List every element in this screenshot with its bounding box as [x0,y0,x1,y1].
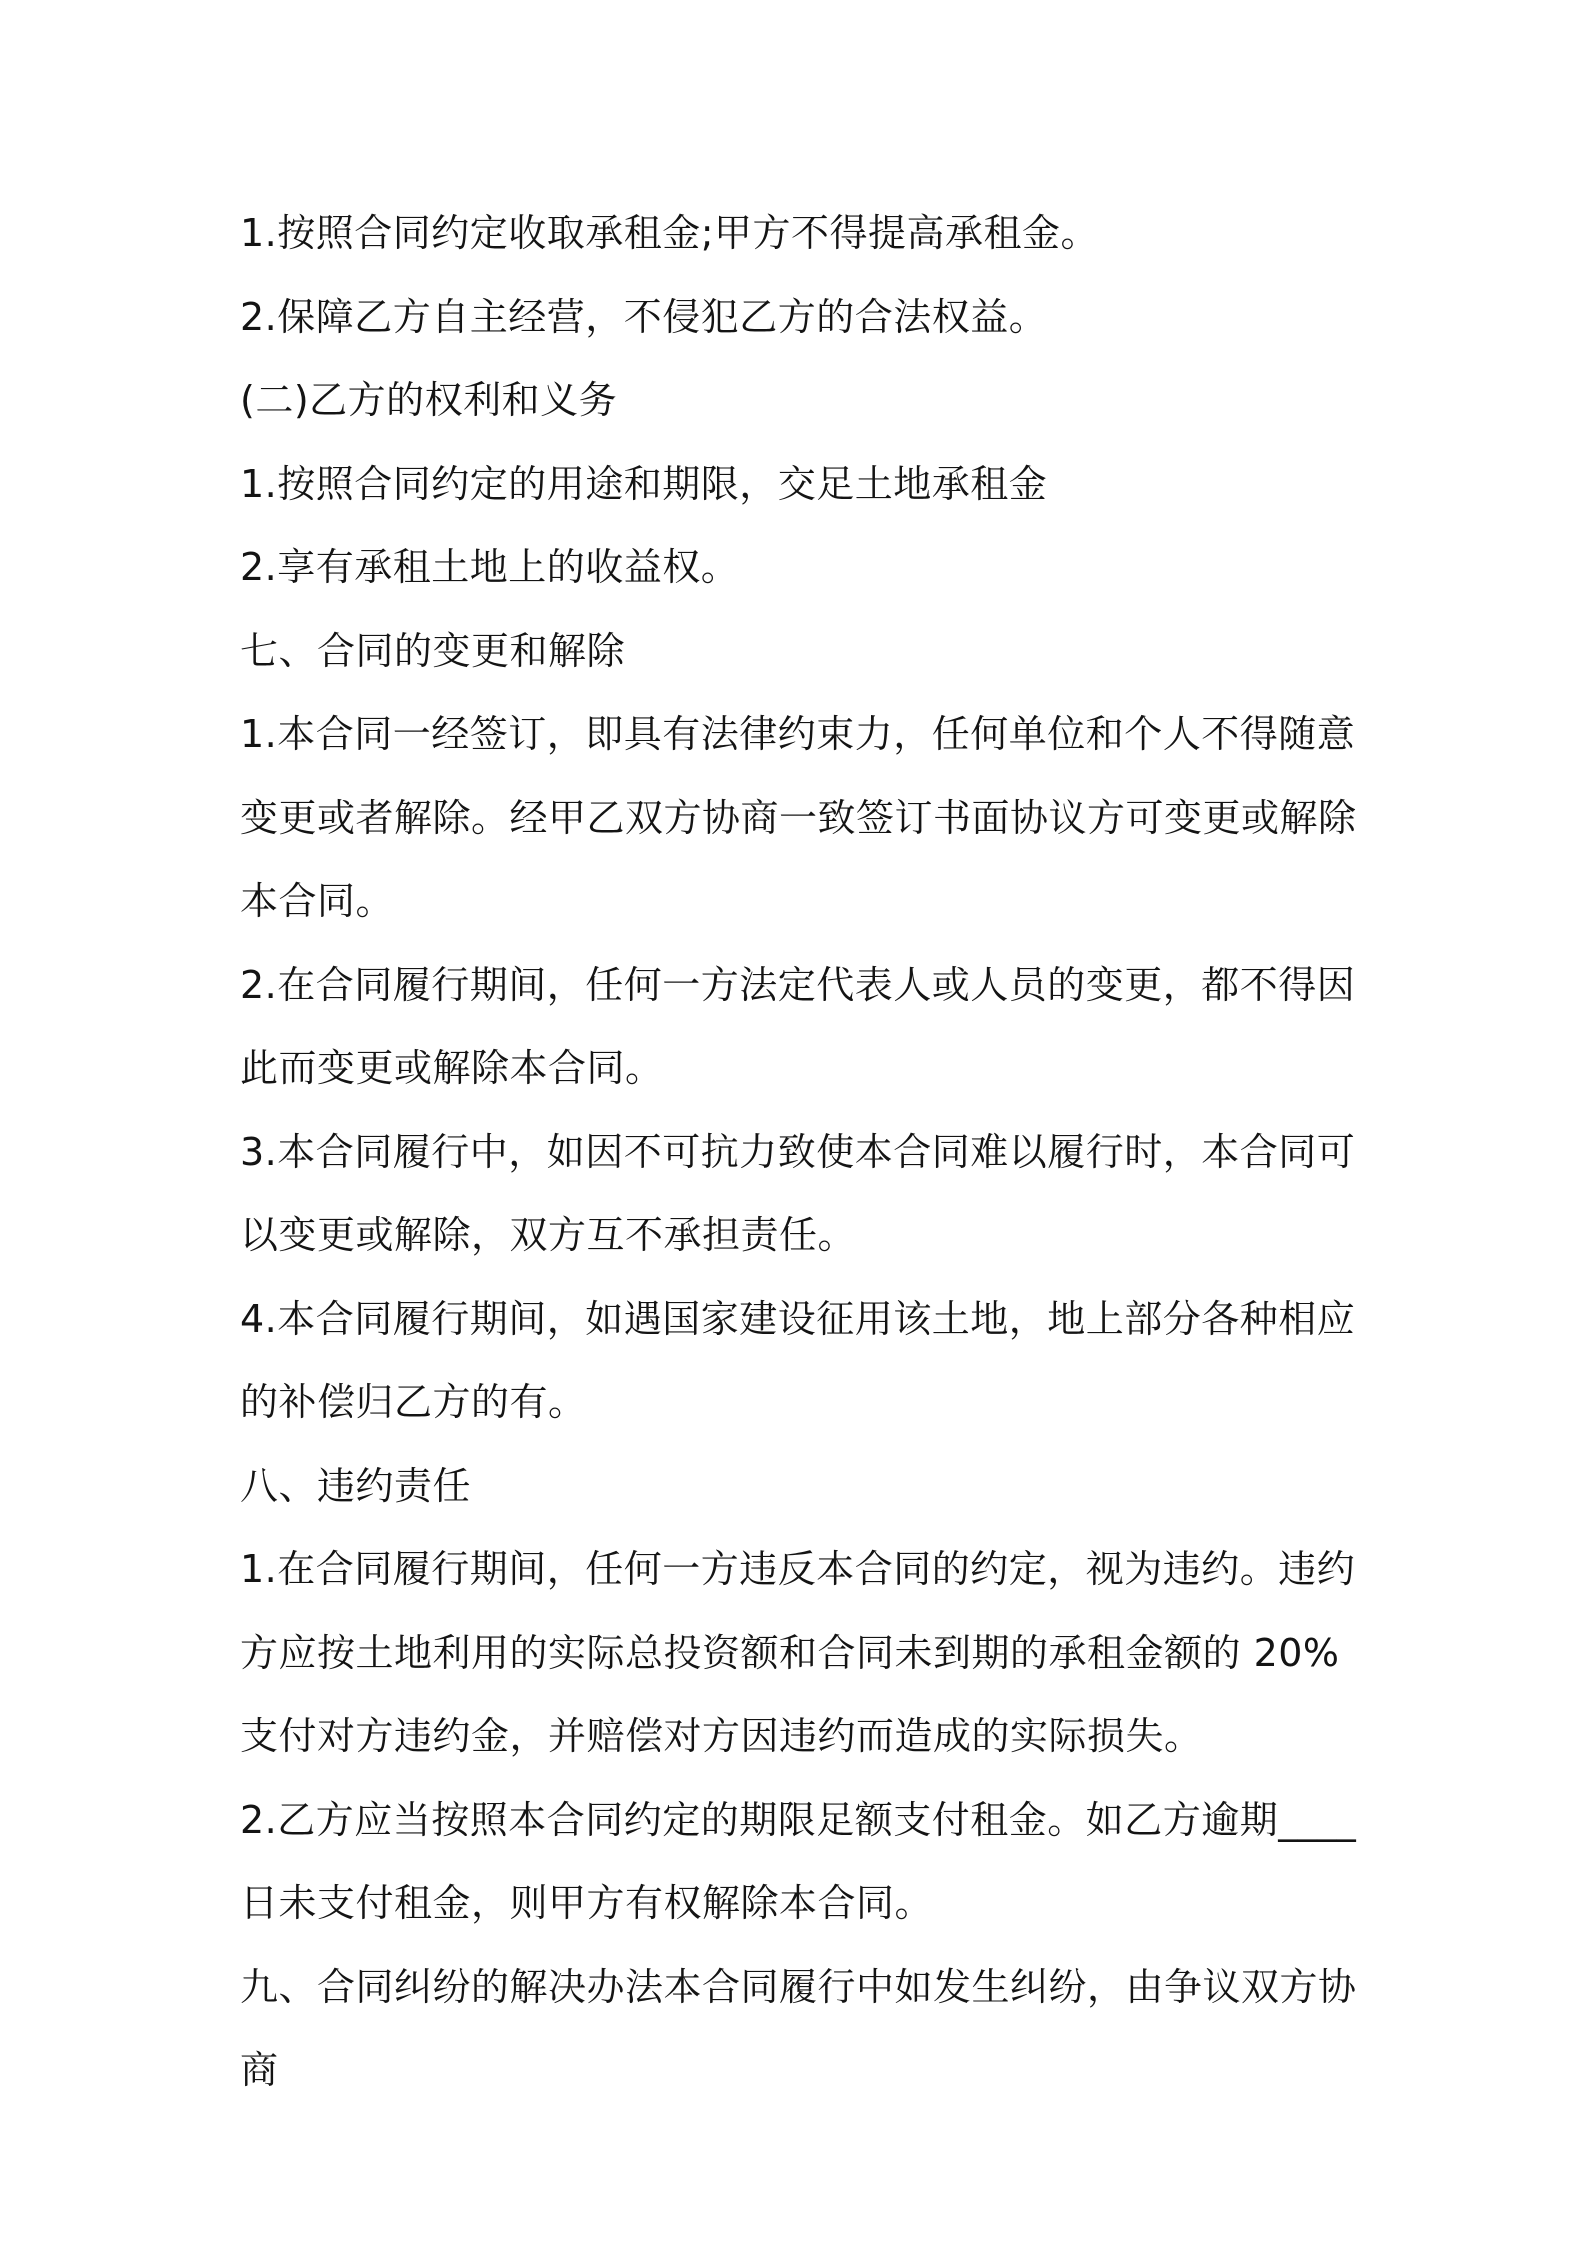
section-heading: 七、合同的变更和解除 [240,628,626,673]
clause-paragraph: 1.按照合同约定收取承租金;甲方不得提高承租金。 [240,211,1100,255]
clause-paragraph: 1.按照合同约定的用途和期限，交足土地承租金 [240,461,1048,506]
section-heading: (二)乙方的权利和义务 [240,378,618,422]
clause-paragraph: 2.保障乙方自主经营，不侵犯乙方的合法权益。 [240,294,1048,339]
clause-paragraph: 2.享有承租土地上的收益权。 [240,545,740,589]
clause-paragraph: 3.本合同履行中，如因不可抗力致使本合同难以履行时，本合同可以变更或解除，双方互不承担责任。 [240,1129,1356,1257]
clause-paragraph: 1.在合同履行期间，任何一方违反本合同的约定，视为违约。违约方应按土地利用的实际总投资额和合同未到期的承租金额的 20%支付对方违约金，并赔偿对方因违约而造成的实际损失。 [240,1547,1356,1758]
clause-paragraph: 九、合同纠纷的解决办法本合同履行中如发生纠纷，由争议双方协商 [240,1964,1357,2092]
clause-paragraph: 1.本合同一经签订，即具有法律约束力，任何单位和个人不得随意变更或者解除。经甲乙双方协商一致签订书面协议方可变更或解除本合同。 [240,712,1357,923]
clause-paragraph: 2.在合同履行期间，任何一方法定代表人或人员的变更，都不得因此而变更或解除本合同。 [240,962,1356,1090]
clause-paragraph: 2.乙方应当按照本合同约定的期限足额支付租金。如乙方逾期____日未支付租金，则甲方有权解除本合同。 [240,1797,1357,1925]
section-heading: 八、违约责任 [240,1463,472,1508]
document-body [240,192,1358,2113]
clause-paragraph: 4.本合同履行期间，如遇国家建设征用该土地，地上部分各种相应的补偿归乙方的有。 [240,1296,1356,1424]
